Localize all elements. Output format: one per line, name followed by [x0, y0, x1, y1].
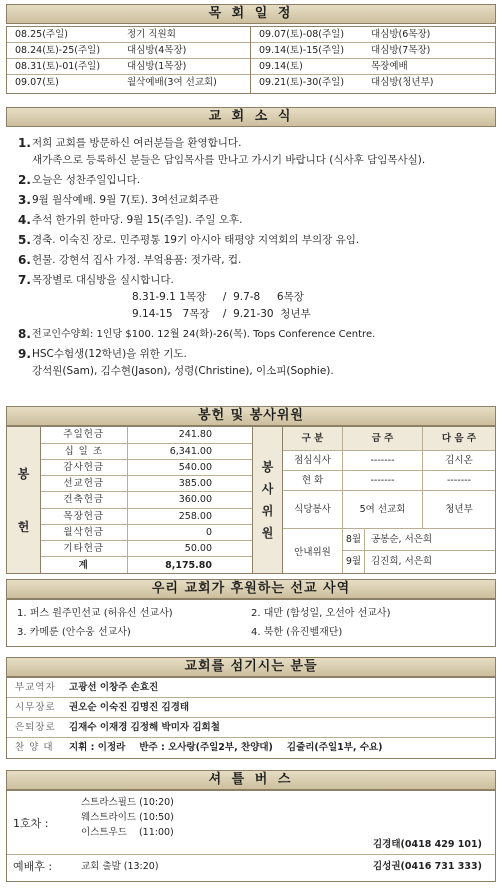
- service-header-cell: 다 음 주: [441, 433, 477, 444]
- schedule-event: 대심방(7목장): [371, 45, 431, 56]
- schedule-right-column: [251, 27, 495, 93]
- staff-row: [7, 678, 495, 698]
- schedule-row: [7, 75, 250, 91]
- staff-role: 부교역자: [15, 682, 56, 693]
- news-number: 8.: [18, 327, 31, 341]
- staff-names: 김재수 이재경 김정해 박미자 김희철: [69, 722, 220, 733]
- schedule-date: 09.14(토)-15(주일): [259, 45, 345, 56]
- schedule-table: [6, 26, 496, 94]
- news-text: 목장별로 대심방을 실시합니다.: [32, 274, 174, 286]
- news-number: 6.: [18, 253, 31, 267]
- staff-names: 고광선 이창주 손효진: [69, 682, 159, 693]
- guide-row: [343, 529, 495, 551]
- offering-label: 십 일 조: [41, 443, 127, 459]
- schedule-event: 정기 직원회: [127, 29, 176, 40]
- shuttle-stop: 스트라스필드 (10:20): [81, 797, 174, 808]
- offering-row: [41, 476, 252, 492]
- staff-row: [7, 738, 495, 758]
- offering-row: [41, 524, 252, 540]
- staff-title: 교회를 섬기시는 분들: [6, 657, 496, 677]
- schedule-event: 대심방(청년부): [371, 77, 434, 88]
- schedule-row: [251, 59, 495, 75]
- service-header-cell: 금 주: [343, 427, 423, 450]
- service-table: [283, 427, 495, 573]
- schedule-row: [7, 43, 250, 59]
- offering-row: [41, 427, 252, 443]
- offering-amount: 241.80: [127, 427, 252, 443]
- offering-amount: 6,341.00: [127, 443, 252, 459]
- news-item: [18, 346, 490, 380]
- news-number: 9.: [18, 347, 31, 361]
- guide-month: 9월: [343, 551, 365, 573]
- news-number: 4.: [18, 213, 31, 227]
- shuttle-table: [6, 790, 496, 882]
- service-area: [253, 427, 495, 573]
- offering-amount: 360.00: [127, 492, 252, 508]
- news-text: 경축. 이숙진 장로. 민주평통 19기 아시아 태평양 지역회의 부의장 유임.: [32, 234, 360, 246]
- news-text: 오늘은 성찬주일입니다.: [32, 174, 141, 186]
- shuttle-route-1: [7, 791, 495, 855]
- mission-item: 4. 북한 (유진벨재단): [251, 627, 343, 638]
- news-item: [18, 252, 490, 269]
- offering-section: [6, 426, 496, 574]
- guide-label: 안내위원: [283, 529, 343, 573]
- offering-amount: 258.00: [127, 508, 252, 524]
- offering-table: [41, 427, 252, 573]
- offering-label: 기타헌금: [41, 541, 127, 557]
- service-cell: -------: [343, 451, 423, 470]
- offering-total-amount: 8,175.80: [165, 559, 212, 571]
- schedule-title: 목 회 일 정: [6, 4, 496, 24]
- offering-row: [41, 541, 252, 557]
- news-item: [18, 232, 490, 249]
- schedule-date: 08.24(토)-25(주일): [15, 45, 101, 56]
- staff-row: [7, 718, 495, 738]
- news-item: [18, 272, 490, 323]
- news-number: 7.: [18, 273, 31, 287]
- mission-item: 3. 카메룬 (안수웅 선교사): [17, 627, 131, 638]
- news-text: 9월 월삭예배. 9월 7(토). 3여선교회주관: [32, 194, 219, 206]
- staff-names: 지휘 : 이정라: [69, 742, 126, 753]
- schedule-row: [7, 59, 250, 75]
- guide-section: [283, 529, 495, 573]
- offering-row: [41, 492, 252, 508]
- offering-amount: 0: [127, 524, 252, 540]
- news-item: [18, 212, 490, 229]
- news-text: 9.14-15 7목장 / 9.21-30 청년부: [132, 308, 311, 320]
- service-cell: 점심식사: [283, 451, 343, 470]
- schedule-event: 대심방(6목장): [371, 29, 431, 40]
- schedule-event: 목장예배: [371, 61, 408, 72]
- schedule-date: 09.07(토): [15, 77, 59, 88]
- shuttle-stop: 이스트우드 (11:00): [81, 827, 174, 838]
- mission-item: 1. 퍼스 원주민선교 (허유신 선교사): [17, 608, 173, 619]
- news-text: HSC수험생(12학년)을 위한 기도.: [32, 348, 187, 360]
- service-cell: 김시온: [445, 455, 473, 466]
- offering-row: [41, 443, 252, 459]
- staff-table: [6, 677, 496, 759]
- news-item: [18, 172, 490, 189]
- service-row: [283, 491, 495, 529]
- schedule-event: 대심방(4목장): [127, 45, 187, 56]
- news-text: 저희 교회를 방문하신 여러분들을 환영합니다.: [32, 137, 242, 149]
- staff-names: 반주 : 오사랑(주일2부, 찬양대): [139, 742, 273, 753]
- news-item: [18, 326, 490, 343]
- offering-total-row: [41, 557, 252, 573]
- missions-title: 우리 교회가 후원하는 선교 사역: [6, 579, 496, 599]
- schedule-event: 대심방(1목장): [127, 61, 187, 72]
- shuttle-title: 셔 틀 버 스: [6, 770, 496, 790]
- service-cell: -------: [343, 471, 423, 490]
- news-text: 새가족으로 등록하신 분들은 담임목사를 만나고 가시기 바랍니다 (식사후 담임목사실).: [32, 154, 426, 166]
- offering-label-char: 헌: [17, 520, 30, 534]
- schedule-date: 08.25(주일): [15, 29, 68, 40]
- shuttle-driver: 김경태(0418 429 101): [373, 839, 482, 850]
- offering-label: 주일헌금: [41, 427, 127, 443]
- service-cell: 청년부: [445, 504, 473, 515]
- schedule-row: [7, 27, 250, 43]
- service-header-cell: 구 분: [283, 427, 343, 450]
- shuttle-stop: 교회 출발 (13:20): [81, 861, 159, 872]
- offering-label: 감사헌금: [41, 459, 127, 475]
- offering-amount: 50.00: [127, 541, 252, 557]
- offering-amount: 540.00: [127, 459, 252, 475]
- staff-row: [7, 698, 495, 718]
- offering-label: 월삭헌금: [41, 524, 127, 540]
- schedule-date: 09.21(토)-30(주일): [259, 77, 345, 88]
- schedule-event: 월삭예배(3여 선교회): [127, 77, 217, 88]
- guide-names: 김진희, 서은희: [371, 556, 433, 567]
- news-text: 전교인수양회: 1인당 $100. 12월 24(화)-26(목). Tops Conference Centre.: [32, 329, 376, 340]
- offering-amount: 385.00: [127, 476, 252, 492]
- offering-label: 건축헌금: [41, 492, 127, 508]
- news-number: 2.: [18, 173, 31, 187]
- service-row: [283, 451, 495, 471]
- service-row: [283, 471, 495, 491]
- service-label-char: 사: [261, 482, 274, 496]
- guide-month: 8월: [343, 529, 365, 550]
- service-cell: -------: [447, 475, 471, 486]
- service-cell: 식당봉사: [283, 491, 343, 528]
- offering-label: 선교헌금: [41, 476, 127, 492]
- offering-row: [41, 508, 252, 524]
- news-text: 강석원(Sam), 김수현(Jason), 성령(Christine), 이소피(Sophie).: [32, 365, 334, 377]
- service-label-char: 위: [261, 504, 274, 518]
- missions-list: [6, 599, 496, 647]
- news-number: 5.: [18, 233, 31, 247]
- offering-label: 목장헌금: [41, 508, 127, 524]
- service-cell: 현 화: [283, 471, 343, 490]
- news-text: 헌물. 강현석 집사 가정. 부엌용품: 젓가락, 컵.: [32, 254, 242, 266]
- news-text: 추석 한가위 한마당. 9월 15(주일). 주일 오후.: [32, 214, 243, 226]
- schedule-row: [251, 43, 495, 59]
- news-number: 3.: [18, 193, 31, 207]
- mission-item: 2. 대만 (함성일, 오선아 선교사): [251, 608, 391, 619]
- news-section: [6, 129, 496, 401]
- service-header-row: [283, 427, 495, 451]
- service-label-char: 봉: [261, 460, 274, 474]
- guide-row: [343, 551, 495, 573]
- shuttle-route-label: 1호차 :: [13, 816, 49, 830]
- offering-label-char: 봉: [17, 467, 30, 481]
- offering-table-area: [7, 427, 253, 573]
- offering-side-label: [7, 427, 41, 573]
- offering-row: [41, 459, 252, 475]
- news-number: 1.: [18, 136, 31, 150]
- staff-names: 권오순 이숙진 김명진 김경태: [69, 702, 190, 713]
- offering-total-label: 계: [41, 557, 127, 573]
- staff-role: 은퇴장로: [15, 722, 56, 733]
- shuttle-route-label: 예배후 :: [13, 860, 53, 873]
- schedule-date: 08.31(토)-01(주일): [15, 61, 101, 72]
- schedule-date: 09.14(토): [259, 61, 303, 72]
- staff-role: 찬 양 대: [15, 742, 54, 753]
- schedule-row: [251, 75, 495, 91]
- news-item: [18, 135, 490, 169]
- news-list: [6, 129, 496, 380]
- offering-title: 봉헌 및 봉사위원: [6, 406, 496, 426]
- shuttle-route-2: [7, 855, 495, 879]
- schedule-row: [251, 27, 495, 43]
- schedule-left-column: [7, 27, 251, 93]
- staff-role: 시무장로: [15, 702, 56, 713]
- news-item: [18, 192, 490, 209]
- guide-names: 공봉순, 서은희: [371, 534, 433, 545]
- service-label-char: 원: [261, 526, 274, 540]
- news-text: 8.31-9.1 1목장 / 9.7-8 6목장: [132, 291, 304, 303]
- service-cell: 5여 선교회: [343, 491, 423, 528]
- schedule-date: 09.07(토)-08(주일): [259, 29, 345, 40]
- service-side-label: [253, 427, 283, 573]
- shuttle-driver: 김성권(0416 731 333): [373, 861, 482, 872]
- news-title: 교 회 소 식: [6, 107, 496, 127]
- staff-names: 김줄리(주일1부, 수요): [286, 742, 383, 753]
- shuttle-stop: 웨스트라이드 (10:50): [81, 812, 174, 823]
